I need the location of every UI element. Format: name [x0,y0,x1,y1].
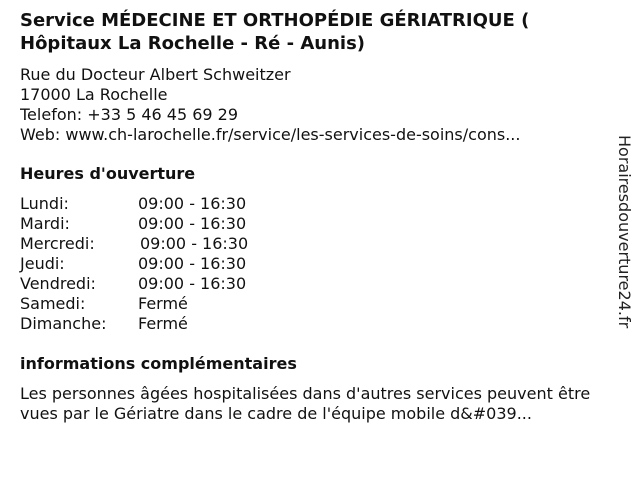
day-label: Lundi: [20,194,69,213]
day-label: Mercredi: [20,234,95,253]
time-value: 09:00 - 16:30 [138,214,247,233]
time-value: Fermé [138,314,188,333]
time-value: Fermé [138,294,188,313]
day-label: Jeudi: [20,254,65,273]
page-title: Service MÉDECINE ET ORTHOPÉDIE GÉRIATRIQUE ( Hôpitaux La Rochelle - Ré - Aunis) [20,10,530,54]
time-value: 09:00 - 16:30 [140,234,249,253]
website-link[interactable]: Web: www.ch-larochelle.fr/service/les-services-de-soins/cons... [20,125,521,144]
day-label: Samedi: [20,294,86,313]
day-label: Dimanche: [20,314,107,333]
day-label: Vendredi: [20,274,96,293]
time-value: 09:00 - 16:30 [138,194,247,213]
address-block [20,65,605,145]
info-text: Les personnes âgées hospitalisées dans d'autres services peuvent être vues par le Gériatre dans le cadre de l'équipe mobile d&#039... [20,384,591,423]
hours-heading: Heures d'ouverture [20,164,196,183]
time-value: 09:00 - 16:30 [138,274,247,293]
site-brand: Horairesdouverture24.fr [615,135,634,329]
street-address: Rue du Docteur Albert Schweitzer [20,65,291,84]
day-label: Mardi: [20,214,70,233]
time-value: 09:00 - 16:30 [138,254,247,273]
city-address: 17000 La Rochelle [20,85,168,104]
phone-number: Telefon: +33 5 46 45 69 29 [20,105,239,124]
info-heading: informations complémentaires [20,354,297,373]
